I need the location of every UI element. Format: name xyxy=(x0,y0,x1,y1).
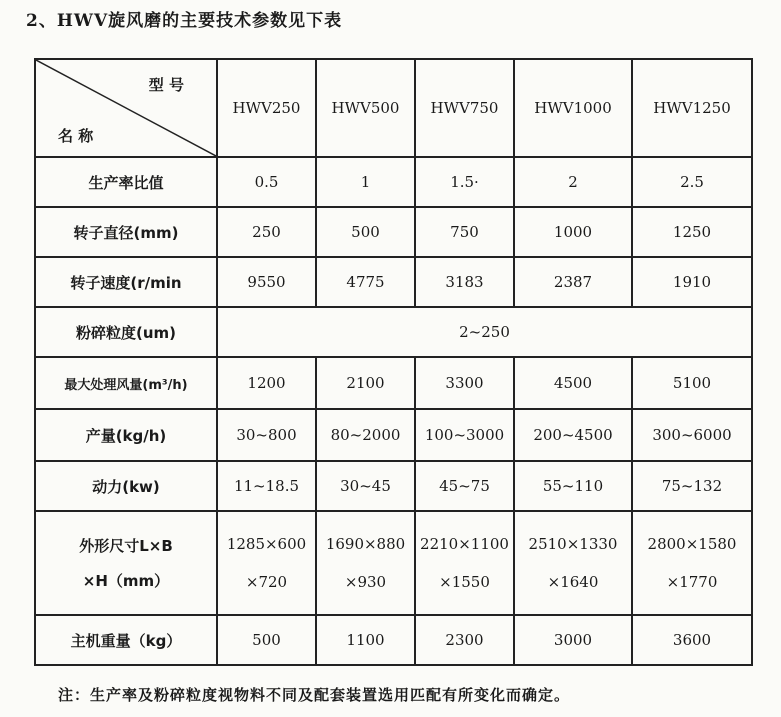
footnote: 注：生产率及粉碎粒度视物料不同及配套装置选用匹配有所变化而确定。 xyxy=(58,686,571,704)
corner-cell xyxy=(35,59,217,157)
row-label: 生产率比值 xyxy=(35,157,217,207)
dimension-row xyxy=(35,511,752,615)
dimension-line2: ×1770 xyxy=(666,573,718,591)
table-cell: 45~75 xyxy=(415,461,514,511)
header-row xyxy=(35,59,752,157)
dimension-line1: 2800×1580 xyxy=(647,535,737,553)
row-label: 动力(kw) xyxy=(35,461,217,511)
table-cell: 2 xyxy=(514,157,632,207)
table-cell: 4500 xyxy=(514,357,632,409)
document-heading: 2、HWV旋风磨的主要技术参数见下表 xyxy=(26,11,343,31)
model-header: HWV250 xyxy=(217,59,316,157)
dimension-label-line2: ×H（mm） xyxy=(82,572,170,590)
table-row xyxy=(35,257,752,307)
table-row xyxy=(35,207,752,257)
table-cell: 200~4500 xyxy=(514,409,632,461)
table-cell: 75~132 xyxy=(632,461,752,511)
row-label: 转子速度(r/min xyxy=(35,257,217,307)
table-cell: 1910 xyxy=(632,257,752,307)
table-cell: 1000 xyxy=(514,207,632,257)
model-header: HWV750 xyxy=(415,59,514,157)
table-cell xyxy=(217,511,316,615)
row-label: 主机重量（kg） xyxy=(35,615,217,665)
table-cell: 80~2000 xyxy=(316,409,415,461)
dimension-line2: ×1640 xyxy=(547,573,599,591)
table-cell: 3300 xyxy=(415,357,514,409)
table-cell: 5100 xyxy=(632,357,752,409)
dimension-line2: ×720 xyxy=(245,573,288,591)
table-cell: 300~6000 xyxy=(632,409,752,461)
table-row xyxy=(35,157,752,207)
dimension-line1: 1285×600 xyxy=(226,535,307,553)
table-cell: 0.5 xyxy=(217,157,316,207)
table-cell xyxy=(514,511,632,615)
table-cell: 250 xyxy=(217,207,316,257)
table-cell: 1 xyxy=(316,157,415,207)
model-header: HWV1000 xyxy=(514,59,632,157)
table-cell: 1200 xyxy=(217,357,316,409)
weight-row xyxy=(35,615,752,665)
table-cell xyxy=(415,511,514,615)
model-header: HWV500 xyxy=(316,59,415,157)
table-row xyxy=(35,307,752,357)
table-cell: 3000 xyxy=(514,615,632,665)
table-cell xyxy=(632,511,752,615)
table-cell xyxy=(316,511,415,615)
corner-top-label: 型 号 xyxy=(148,76,184,94)
table-cell: 500 xyxy=(217,615,316,665)
table-cell: 750 xyxy=(415,207,514,257)
row-label: 转子直径(mm) xyxy=(35,207,217,257)
dimension-label-line1: 外形尺寸L×B xyxy=(79,537,173,555)
row-label: 最大处理风量(m³/h) xyxy=(35,357,217,409)
row-label: 产量(kg/h) xyxy=(35,409,217,461)
dimension-line1: 2510×1330 xyxy=(528,535,618,553)
table-cell: 1100 xyxy=(316,615,415,665)
table-cell: 3600 xyxy=(632,615,752,665)
table-cell: 100~3000 xyxy=(415,409,514,461)
table-cell: 1250 xyxy=(632,207,752,257)
table-cell: 3183 xyxy=(415,257,514,307)
merged-cell: 2~250 xyxy=(217,307,752,357)
table-cell: 9550 xyxy=(217,257,316,307)
dimension-line1: 2210×1100 xyxy=(420,535,509,553)
table-cell: 2300 xyxy=(415,615,514,665)
table-cell: 30~45 xyxy=(316,461,415,511)
table-row xyxy=(35,461,752,511)
table-cell: 4775 xyxy=(316,257,415,307)
dimension-line1: 1690×880 xyxy=(325,535,406,553)
corner-bottom-label: 名 称 xyxy=(58,127,94,145)
table-row xyxy=(35,357,752,409)
table-cell: 2387 xyxy=(514,257,632,307)
spec-table xyxy=(34,58,753,666)
table-cell: 30~800 xyxy=(217,409,316,461)
table-cell: 1.5· xyxy=(415,157,514,207)
row-label: 粉碎粒度(um) xyxy=(35,307,217,357)
dimension-line2: ×1550 xyxy=(439,573,490,591)
row-label xyxy=(35,511,217,615)
table-cell: 2.5 xyxy=(632,157,752,207)
table-cell: 11~18.5 xyxy=(217,461,316,511)
model-header: HWV1250 xyxy=(632,59,752,157)
dimension-line2: ×930 xyxy=(344,573,387,591)
table-row xyxy=(35,409,752,461)
table-cell: 500 xyxy=(316,207,415,257)
table-cell: 2100 xyxy=(316,357,415,409)
table-cell: 55~110 xyxy=(514,461,632,511)
